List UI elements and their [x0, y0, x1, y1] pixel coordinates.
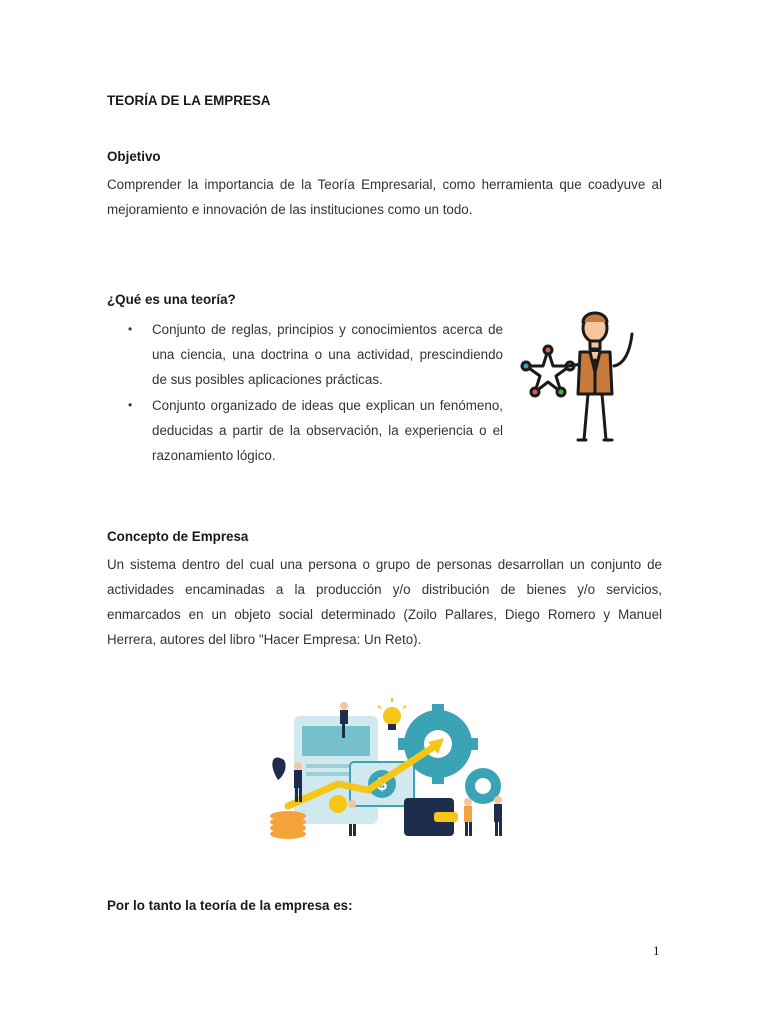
list-item	[128, 317, 503, 392]
list-item	[128, 393, 503, 468]
objective-text: Comprender la importancia de la Teoría Empresarial, como herramienta que coadyuve al mejoramiento e innovación de las instituciones como un todo.	[107, 177, 662, 217]
lightbulb-icon	[378, 698, 406, 730]
dollar-sign: $	[376, 774, 388, 794]
person-icon	[494, 796, 502, 836]
plant-icon	[272, 757, 285, 780]
teacher-with-star-diagram-icon	[520, 306, 640, 446]
objective-heading: Objetivo	[107, 149, 161, 164]
company-text: Un sistema dentro del cual una persona o grupo de personas desarrollan un conjunto de actividades encaminadas a la producción y/o distribución de bienes y/o servicios, enmarcados en un objeto social determinado (Zoilo Pallares, Diego Romero y Manuel Herrera, autores del libro "Hacer Empresa: Un Reto).	[107, 557, 662, 647]
person-icon	[464, 798, 472, 836]
coin-icon	[329, 795, 347, 813]
bullet-dot: •	[128, 398, 133, 412]
company-heading: Concepto de Empresa	[107, 529, 249, 544]
person-icon	[294, 762, 302, 802]
page-number: 1	[653, 943, 660, 958]
bullet-text: Conjunto de reglas, principios y conocimientos acerca de una ciencia, una doctrina o una actividad, prescindiendo de sus posibles aplicaciones prácticas.	[152, 322, 503, 387]
theory-bullet-list	[128, 317, 503, 469]
conclusion-heading: Por lo tanto la teoría de la empresa es:	[107, 898, 353, 913]
document-title: TEORÍA DE LA EMPRESA	[107, 93, 271, 108]
business-growth-illustration	[258, 694, 512, 844]
person-icon	[348, 800, 356, 836]
bullet-dot: •	[128, 322, 133, 336]
bullet-text: Conjunto organizado de ideas que explican un fenómeno, deducidas a partir de la observación, la experiencia o el razonamiento lógico.	[152, 398, 503, 463]
theory-heading: ¿Qué es una teoría?	[107, 292, 236, 307]
coin-stack-icon	[270, 811, 306, 839]
